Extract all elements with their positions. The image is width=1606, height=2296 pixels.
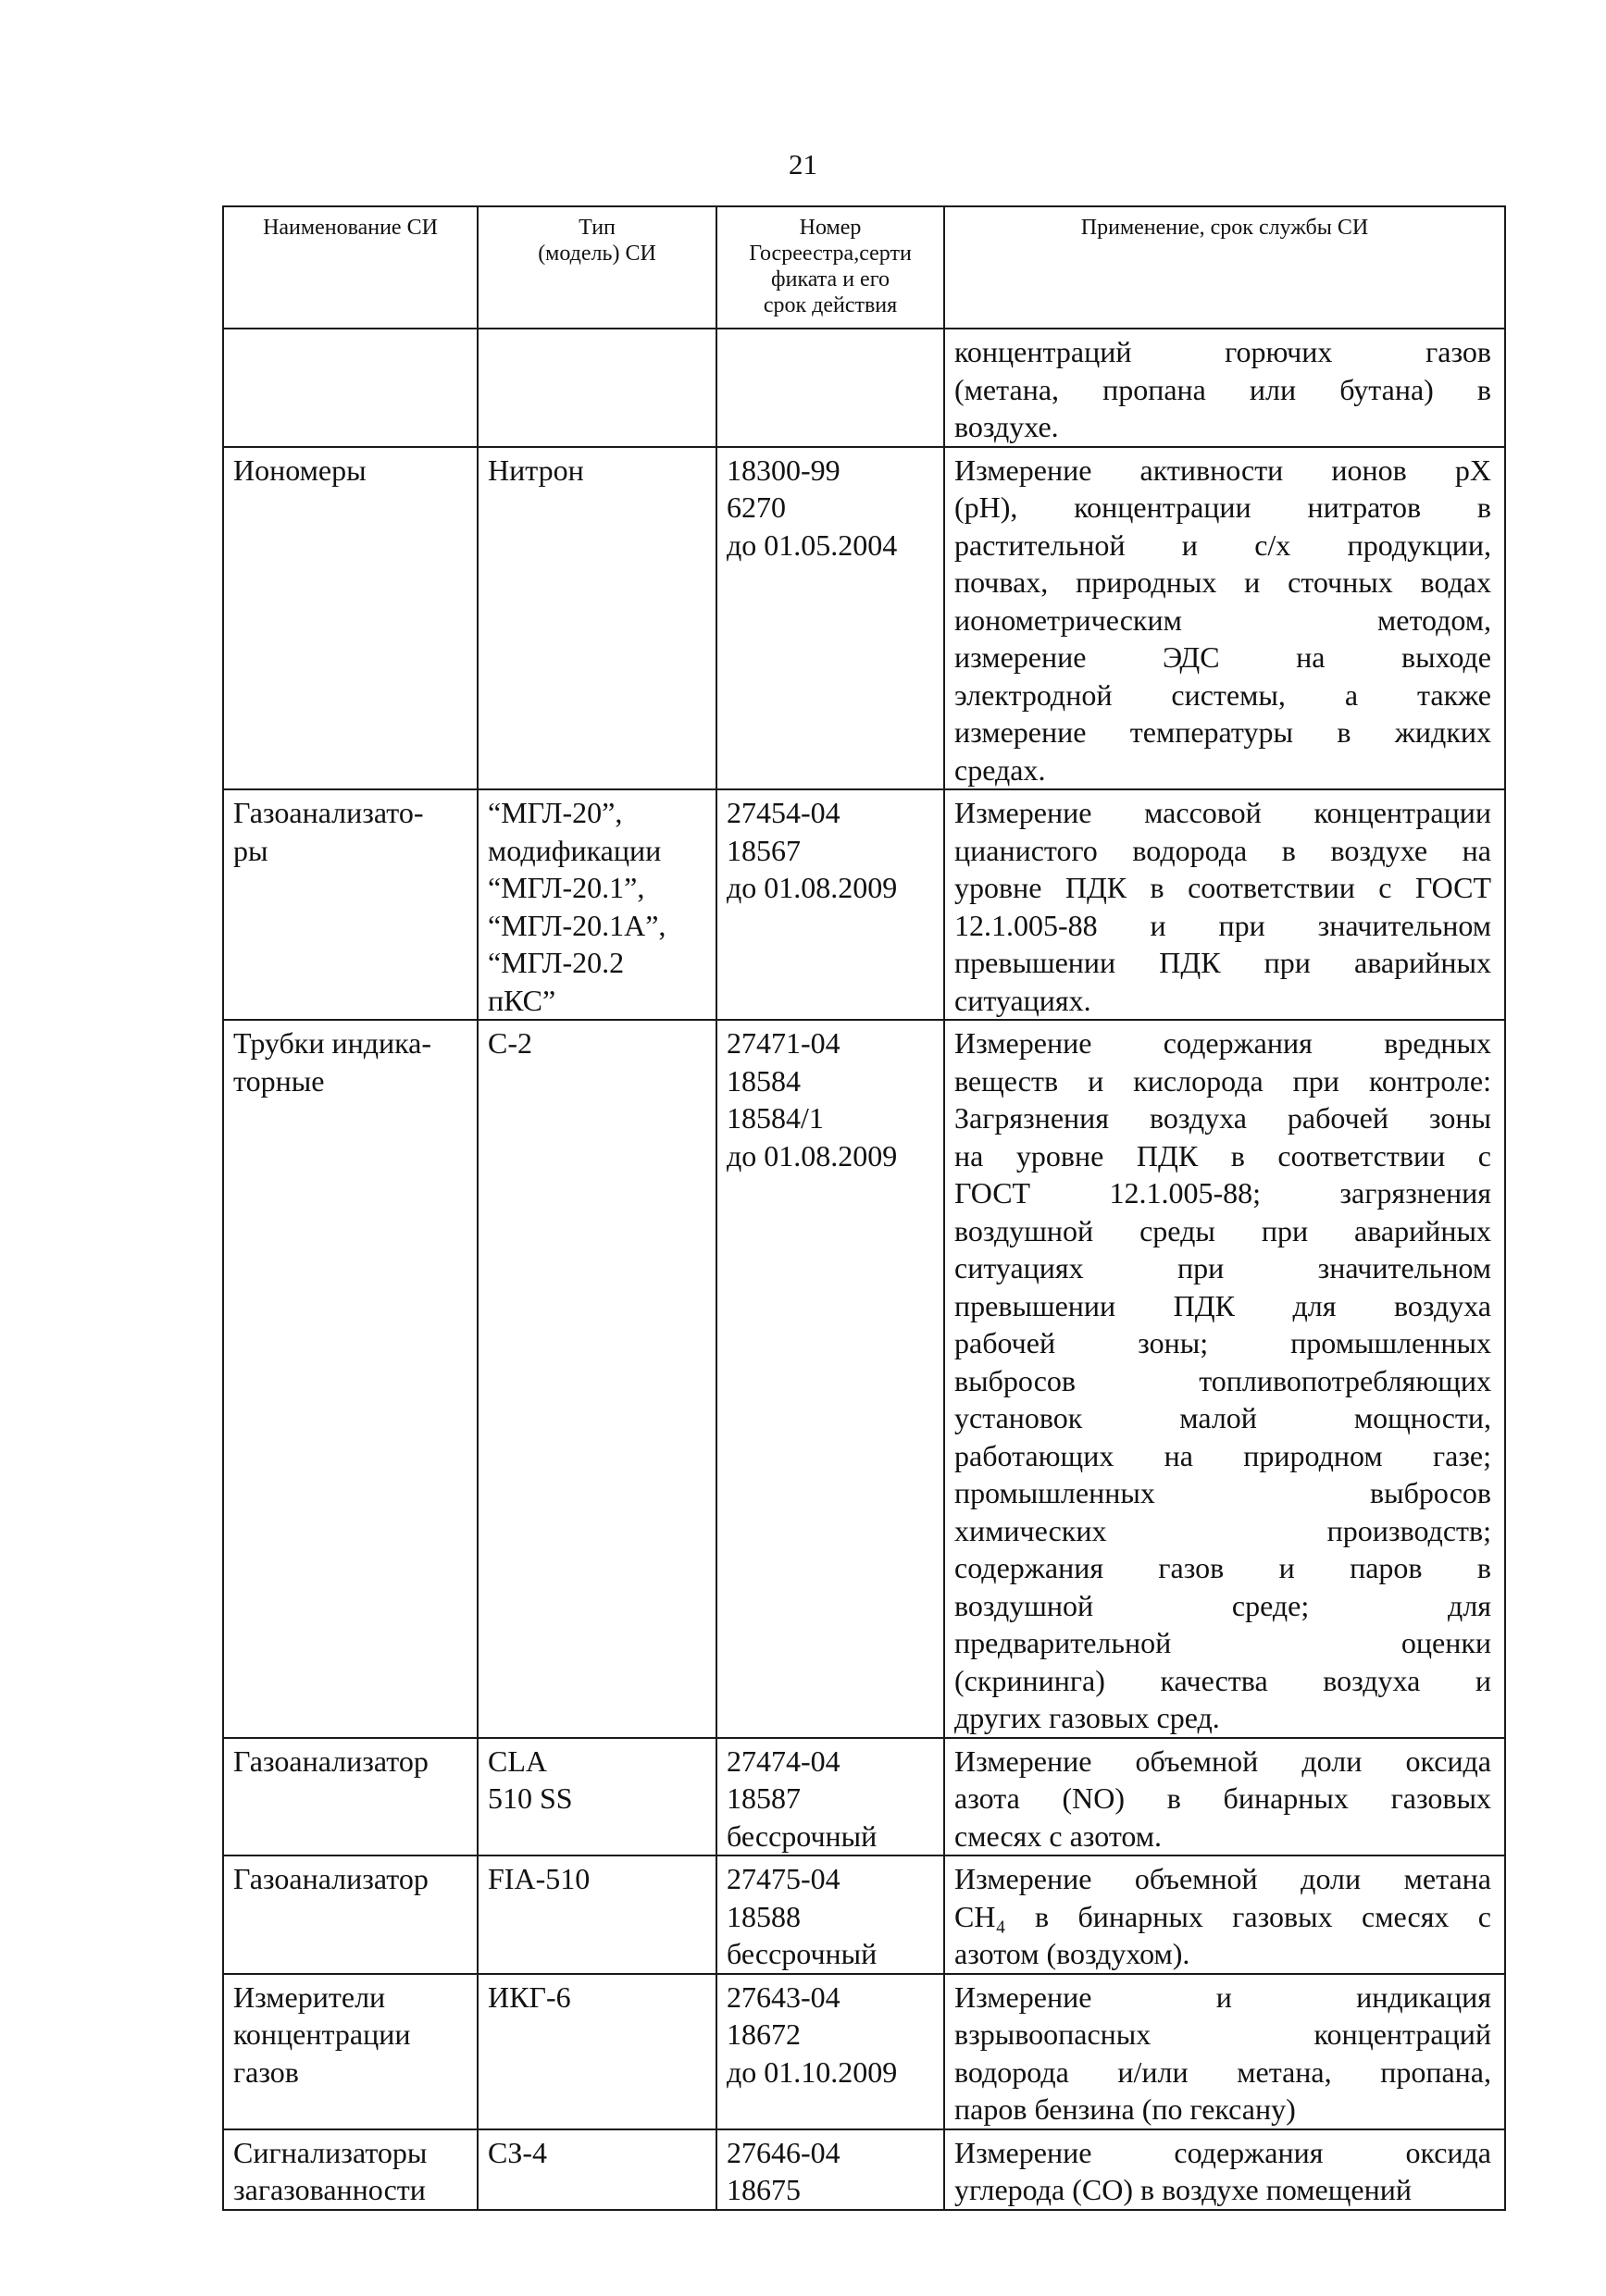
cell-line: 18588: [727, 1899, 801, 1933]
cell-line: до 01.10.2009: [727, 2054, 898, 2089]
table-row: [223, 447, 1505, 790]
cell-line: загазованности: [233, 2173, 426, 2206]
cell-line: других газовых сред.: [954, 1701, 1220, 1734]
table-row: [223, 2129, 1505, 2210]
table-row: [223, 1738, 1505, 1856]
cell-line: (pH), концентрации нитратов в: [954, 490, 1491, 524]
cell-line: “МГЛ-20.2: [488, 946, 625, 979]
cell-line: Газоанализатор: [233, 1744, 429, 1778]
cell-line: ГОСТ 12.1.005-88; загрязнения: [954, 1176, 1491, 1210]
header-line: фиката и его: [771, 267, 890, 292]
cell-instrument-type: [478, 789, 716, 1020]
cell-line: 27643-04: [727, 1980, 840, 2014]
header-row: [223, 206, 1505, 329]
cell-line: предварительной оценки: [954, 1626, 1491, 1659]
cell-registry-number: [716, 1020, 944, 1738]
cell-line: 27646-04: [727, 2135, 840, 2169]
cell-instrument-name: [223, 789, 478, 1020]
cell-line: ИКГ-6: [488, 1980, 571, 2014]
cell-line: веществ и кислорода при контроле:: [954, 1063, 1491, 1098]
cell-line: пКС”: [488, 983, 556, 1017]
cell-line: Газоанализато-: [233, 796, 424, 829]
cell-line: почвах, природных и сточных водах: [954, 565, 1491, 599]
cell-line: Измерители: [233, 1980, 386, 2014]
header-line: срок действия: [763, 293, 898, 317]
cell-instrument-type: [478, 447, 716, 790]
cell-line: смесях с азотом.: [954, 1818, 1163, 1853]
cell-line: превышении ПДК для воздуха: [954, 1288, 1491, 1322]
cell-instrument-name: [223, 1974, 478, 2129]
cell-line: бессрочный: [727, 1818, 878, 1853]
page-number: 21: [789, 148, 817, 180]
cell-line: Газоанализатор: [233, 1862, 429, 1895]
cell-line: 510 SS: [488, 1781, 573, 1815]
table-row: [223, 1855, 1505, 1974]
table-row: [223, 1974, 1505, 2129]
cell-line: Измерение массовой концентрации: [954, 796, 1491, 829]
cell-line: ситуациях.: [954, 983, 1091, 1017]
cell-line: электродной системы, а также: [954, 677, 1491, 712]
cell-line: CLA: [488, 1744, 547, 1778]
cell-application: [944, 789, 1505, 1020]
cell-line: 27474-04: [727, 1744, 840, 1778]
cell-line: водорода и/или метана, пропана,: [954, 2054, 1491, 2089]
cell-line: модификации: [488, 833, 662, 867]
cell-instrument-type: [478, 2129, 716, 2210]
cell-line: воздухе.: [954, 410, 1059, 443]
cell-line: азотом (воздухом).: [954, 1937, 1190, 1970]
cell-registry-number: [716, 447, 944, 790]
cell-registry-number: [716, 1738, 944, 1856]
cell-line: ры: [233, 833, 268, 867]
cell-line: уровне ПДК в соответствии с ГОСТ: [954, 871, 1491, 904]
cell-application: [944, 1020, 1505, 1738]
cell-line: промышленных выбросов: [954, 1476, 1491, 1509]
cell-line: воздушной среде; для: [954, 1588, 1491, 1622]
cell-line: С-2: [488, 1026, 532, 1060]
cell-line: цианистого водорода в воздухе на: [954, 833, 1491, 867]
cell-line: ситуациях при значительном: [954, 1251, 1491, 1285]
cell-registry-number: [716, 329, 944, 447]
table-row: [223, 789, 1505, 1020]
cell-line: содержания газов и паров в: [954, 1551, 1491, 1584]
cell-line: 6270: [727, 490, 786, 524]
header-line: Номер: [799, 216, 862, 240]
cell-line: Загрязнения воздуха рабочей зоны: [954, 1101, 1491, 1135]
cell-line: 18672: [727, 2017, 801, 2051]
cell-line: бессрочный: [727, 1937, 878, 1970]
cell-line: FIA-510: [488, 1862, 591, 1895]
cell-instrument-type: [478, 1974, 716, 2129]
cell-line: 18300-99: [727, 453, 840, 487]
cell-instrument-name: [223, 1738, 478, 1856]
header-line: Применение, срок службы СИ: [1080, 216, 1369, 240]
header-application: [944, 206, 1505, 329]
cell-line: (метана, пропана или бутана) в: [954, 372, 1491, 406]
cell-line: (скрининга) качества воздуха и: [954, 1663, 1491, 1697]
cell-line: Измерение содержания вредных: [954, 1026, 1491, 1060]
cell-registry-number: [716, 2129, 944, 2210]
cell-instrument-type: [478, 329, 716, 447]
cell-registry-number: [716, 1855, 944, 1974]
cell-line: до 01.05.2004: [727, 527, 898, 562]
cell-instrument-name: [223, 1855, 478, 1974]
cell-line: установок малой мощности,: [954, 1401, 1491, 1434]
cell-line: воздушной среды при аварийных: [954, 1213, 1491, 1247]
cell-instrument-name: [223, 1020, 478, 1738]
cell-line: концентраций горючих газов: [954, 335, 1491, 368]
cell-line: углерода (CO) в воздухе помещений: [954, 2173, 1412, 2206]
cell-line: “МГЛ-20.1А”,: [488, 908, 666, 942]
cell-line: “МГЛ-20.1”,: [488, 871, 645, 904]
cell-line: Измерение и индикация: [954, 1980, 1491, 2014]
header-line: Наименование СИ: [263, 216, 438, 240]
cell-line: средах.: [954, 752, 1046, 787]
cell-line: 18587: [727, 1781, 801, 1815]
cell-line: 18584/1: [727, 1101, 824, 1135]
cell-line: 18675: [727, 2173, 801, 2206]
cell-line: Измерение объемной доли оксида: [954, 1744, 1491, 1778]
cell-line: “МГЛ-20”,: [488, 796, 623, 829]
cell-line: взрывоопасных концентраций: [954, 2017, 1491, 2051]
cell-line: Нитрон: [488, 453, 584, 487]
cell-line: СЗ-4: [488, 2135, 548, 2169]
cell-instrument-type: [478, 1020, 716, 1738]
table-row: [223, 1020, 1505, 1738]
header-type: [478, 206, 716, 329]
cell-line: химических производств;: [954, 1513, 1491, 1547]
cell-instrument-type: [478, 1855, 716, 1974]
cell-application: [944, 2129, 1505, 2210]
cell-line: Измерение объемной доли метана: [954, 1862, 1491, 1895]
cell-line: Измерение активности ионов pX: [954, 453, 1491, 487]
cell-line: измерение ЭДС на выходе: [954, 640, 1491, 674]
measuring-instruments-table: [222, 205, 1506, 2211]
cell-line: на уровне ПДК в соответствии с: [954, 1138, 1491, 1173]
cell-line: Иономеры: [233, 453, 367, 487]
cell-line: 27471-04: [727, 1026, 840, 1060]
cell-line: паров бензина (по гексану): [954, 2092, 1296, 2126]
cell-registry-number: [716, 1974, 944, 2129]
cell-line: ионометрическим методом,: [954, 602, 1491, 637]
cell-line: CH₄ в бинарных газовых смесях с: [954, 1899, 1491, 1933]
header-name: [223, 206, 478, 329]
table-row: [223, 329, 1505, 447]
cell-line: Сигнализаторы: [233, 2135, 428, 2169]
cell-line: 27454-04: [727, 796, 840, 829]
cell-line: растительной и с/х продукции,: [954, 527, 1491, 562]
cell-line: 12.1.005-88 и при значительном: [954, 908, 1491, 942]
cell-line: 18567: [727, 833, 801, 867]
cell-line: работающих на природном газе;: [954, 1438, 1491, 1472]
cell-line: азота (NO) в бинарных газовых: [954, 1781, 1491, 1815]
header-line: (модель) СИ: [538, 242, 656, 266]
cell-line: Измерение содержания оксида: [954, 2135, 1491, 2169]
header-line: Госреестра,серти: [749, 242, 912, 266]
table-body: [223, 329, 1505, 2210]
cell-line: Трубки индика-: [233, 1026, 432, 1060]
cell-application: [944, 1974, 1505, 2129]
cell-line: 18584: [727, 1063, 801, 1098]
cell-line: торные: [233, 1063, 325, 1098]
cell-line: до 01.08.2009: [727, 1138, 898, 1173]
header-line: Тип: [579, 216, 616, 240]
cell-instrument-type: [478, 1738, 716, 1856]
cell-application: [944, 1855, 1505, 1974]
cell-line: превышении ПДК при аварийных: [954, 946, 1491, 979]
cell-application: [944, 447, 1505, 790]
cell-instrument-name: [223, 329, 478, 447]
cell-line: измерение температуры в жидких: [954, 715, 1491, 749]
cell-line: газов: [233, 2054, 299, 2089]
header-registry-number: [716, 206, 944, 329]
cell-line: 27475-04: [727, 1862, 840, 1895]
cell-line: концентрации: [233, 2017, 411, 2051]
cell-instrument-name: [223, 2129, 478, 2210]
cell-line: выбросов топливопотребляющих: [954, 1363, 1491, 1397]
cell-line: рабочей зоны; промышленных: [954, 1326, 1491, 1359]
cell-application: [944, 1738, 1505, 1856]
cell-registry-number: [716, 789, 944, 1020]
cell-line: до 01.08.2009: [727, 871, 898, 904]
cell-instrument-name: [223, 447, 478, 790]
cell-application: [944, 329, 1505, 447]
